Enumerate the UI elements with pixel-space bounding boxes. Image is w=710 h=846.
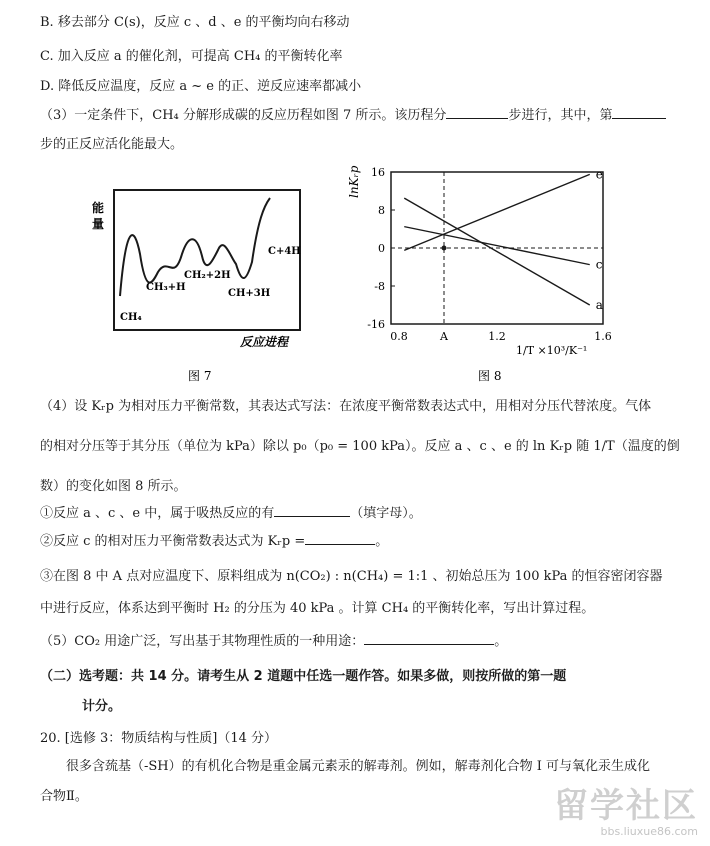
y-tick-label: 16 [371, 166, 385, 179]
watermark-brand: 留学社区 [554, 786, 698, 826]
figure-7-svg [86, 184, 316, 384]
figure-7-ylabel-char2: 量 [92, 217, 105, 231]
species-label: CH₃+H [146, 282, 186, 293]
watermark [554, 787, 698, 838]
series-line-a [404, 198, 590, 305]
species-label: CH₄ [120, 312, 142, 323]
energy-profile-curve [120, 198, 270, 296]
q4-sub3-line1: ③在图 8 中 A 点对应温度下、原料组成为 n(CO₂) : n(CH₄) = 1:1 、初始总压为 100 kPa 的恒容密闭容器 [40, 569, 663, 584]
figure-8-caption: 图 8 [478, 369, 502, 383]
q4-sub1 [40, 504, 422, 523]
q4-sub1-text: ①反应 a 、c 、e 中，属于吸热反应的有 [40, 506, 275, 521]
option-b: B. 移去部分 C(s)，反应 c 、d 、e 的平衡均向右移动 [40, 15, 350, 30]
x-tick-label: 0.8 [390, 330, 408, 343]
q5-end: 。 [494, 634, 508, 649]
y-tick-label: -8 [374, 280, 385, 293]
q20-line1: 很多含巯基（-SH）的有机化合物是重金属元素汞的解毒剂。例如，解毒剂化合物 I 可与氧化汞生成化 [66, 759, 651, 774]
q4-sub2-end: 。 [375, 534, 389, 549]
q4-sub1-blank [274, 504, 350, 517]
x-tick-label: A [440, 330, 448, 343]
figure-8-xlabel: 1/T ×10³/K⁻¹ [516, 344, 588, 357]
series-label-a: a [595, 298, 603, 312]
series-label-e: e [595, 167, 603, 182]
q4-sub3-line2: 中进行反应，体系达到平衡时 H₂ 的分压为 40 kPa 。计算 CH₄ 的平衡转化率，写出计算过程。 [40, 601, 595, 616]
q3-line2: 步的正反应活化能最大。 [40, 137, 184, 152]
watermark-url: bbs.liuxue86.com [600, 825, 698, 838]
series-line-e [404, 174, 590, 250]
intersection-point [442, 246, 447, 251]
x-tick-label: 1.6 [594, 330, 612, 343]
figure-7-ylabel-char1: 能 [92, 201, 105, 215]
q4-sub2-blank [305, 532, 375, 545]
q20-line2: 合物Ⅱ。 [40, 789, 88, 804]
y-tick-label: 8 [378, 204, 385, 217]
option-d: D. 降低反应温度，反应 a ~ e 的正、逆反应速率都减小 [40, 79, 362, 94]
species-label: CH₂+2H [184, 270, 231, 281]
figure-7-xlabel: 反应进程 [240, 335, 289, 349]
q3-blank-steps [446, 106, 508, 119]
section2-line2: 计分。 [82, 699, 122, 714]
q5 [40, 632, 507, 651]
y-tick-label: -16 [367, 318, 385, 331]
q3-line1 [40, 106, 666, 125]
y-tick-label: 0 [378, 242, 385, 255]
option-c: C. 加入反应 a 的催化剂，可提高 CH₄ 的平衡转化率 [40, 49, 343, 64]
q4-line1: （4）设 Kᵣp 为相对压力平衡常数，其表达式写法：在浓度平衡常数表达式中，用相对分压代替浓度。气体 [40, 399, 652, 414]
q3-blank-step-number [612, 106, 666, 119]
q3-text-a: （3）一定条件下，CH₄ 分解形成碳的反应历程如图 7 所示。该历程分 [40, 108, 447, 123]
species-label: CH+3H [228, 288, 271, 299]
q5-text: （5）CO₂ 用途广泛，写出基于其物理性质的一种用途： [40, 634, 365, 649]
figure-8-chart [338, 164, 628, 386]
q20-title: 20. [选修 3：物质结构与性质]（14 分） [40, 731, 278, 746]
species-label: C+4H [268, 246, 301, 257]
q4-sub1-end: （填字母）。 [350, 506, 422, 521]
q5-blank [364, 632, 494, 645]
figure-8 [338, 164, 628, 386]
figure-7-caption: 图 7 [188, 369, 212, 383]
q3-text-b: 步进行，其中，第 [508, 108, 613, 123]
figure-8-ylabel: lnKᵣp [347, 165, 361, 198]
q4-sub2 [40, 532, 388, 551]
q4-line2: 的相对分压等于其分压（单位为 kPa）除以 p₀（p₀ = 100 kPa）。反应 a 、c 、e 的 ln Kᵣp 随 1/T（温度的倒 [40, 439, 680, 454]
q4-sub2-text: ②反应 c 的相对压力平衡常数表达式为 Kᵣp = [40, 534, 306, 549]
figure-7 [86, 184, 316, 384]
x-tick-label: 1.2 [488, 330, 506, 343]
section2-line1: （二）选考题：共 14 分。请考生从 2 道题中任选一题作答。如果多做，则按所做的第一题 [40, 669, 567, 684]
series-line-c [404, 227, 590, 265]
q4-line3: 数）的变化如图 8 所示。 [40, 479, 187, 494]
series-label-c: c [595, 257, 603, 272]
